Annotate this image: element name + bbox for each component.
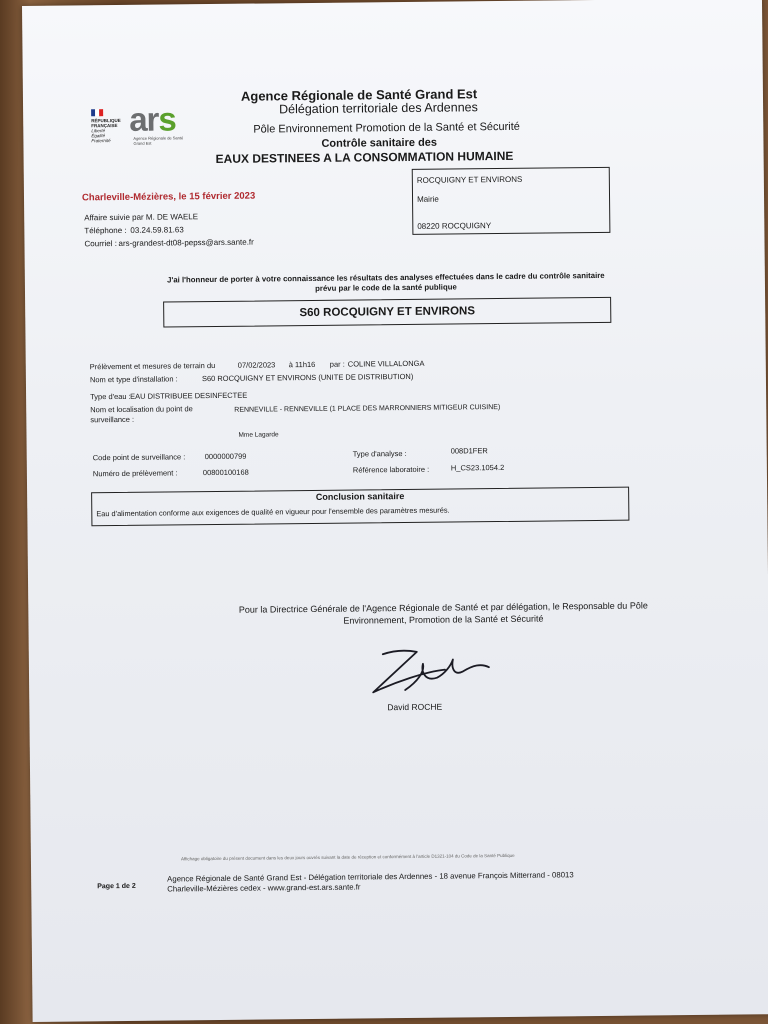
preleveur-name: COLINE VILLALONGA [347, 358, 425, 369]
page-number: Page 1 de 2 [97, 882, 136, 891]
installation-label: Nom et type d'installation : [89, 374, 178, 385]
affichage-notice: Affichage obligatoire du présent document dans les deux jours ouvrés suivant la date de réception et conformément à l'article D1321-104 du Code de la Santé Publique [180, 852, 515, 862]
reference-label: Référence laboratoire : [352, 464, 430, 475]
signature-delegation-text: Pour la Directrice Générale de l'Agence Régionale de Santé et par délégation, le Responsable du Pôle Environnement, Promotion de la Santé et Sécurité [238, 600, 648, 626]
courriel-label: Courriel : [84, 239, 117, 249]
letter-date: Charleville-Mézières, le 15 février 2023 [81, 190, 256, 204]
signer-name: David ROCHE [387, 701, 443, 713]
ars-logo: ars [128, 100, 176, 138]
code-point-label: Code point de surveillance : [92, 452, 186, 463]
ars-logo-subtitle: Agence Régionale de Santé Grand Est [133, 135, 184, 146]
recipient-line-2: Mairie [416, 194, 439, 204]
point-person: Mme Lagarde [238, 431, 279, 439]
installation-value: S60 ROCQUIGNY ET ENVIRONS (UNITE DE DISTRIBUTION) [201, 371, 414, 384]
numero-prelevement-label: Numéro de prélèvement : [92, 468, 178, 479]
affaire-suivie: Affaire suivie par M. DE WAELE [84, 212, 199, 223]
conclusion-title: Conclusion sanitaire [315, 491, 405, 502]
point-label-2: surveillance : [90, 414, 135, 425]
point-label-1: Nom et localisation du point de [90, 404, 193, 415]
prelevement-label: Prélèvement et mesures de terrain du [89, 360, 216, 372]
handwritten-signature [365, 641, 496, 703]
telephone-value: 03.24.59.81.63 [130, 225, 184, 235]
recipient-line-1: ROCQUIGNY ET ENVIRONS [416, 174, 523, 185]
header-title: EAUX DESTINEES A LA CONSOMMATION HUMAINE [215, 148, 514, 166]
type-analyse-label: Type d'analyse : [352, 448, 407, 459]
telephone-label: Téléphone : [84, 225, 127, 236]
french-flag-icon [91, 109, 103, 116]
intro-text: J'ai l'honneur de porter à votre connaissance les résultats des analyses effectuées dans le cadre du contrôle sanitaire prévu par le code de la santé publique [167, 270, 605, 293]
prelevement-date: 07/02/2023 [237, 360, 276, 370]
header-agency: Agence Régionale de Santé Grand Est [240, 86, 478, 104]
point-value: RENNEVILLE - RENNEVILLE (1 PLACE DES MARRONNIERS MITIGEUR CUISINE) [234, 404, 501, 414]
prelevement-time: à 11h16 [288, 359, 316, 370]
footer-line-1: Agence Régionale de Santé Grand Est - Délégation territoriale des Ardennes - 18 avenue François Mitterrand - 08013 [167, 870, 574, 884]
installation-title: S60 ROCQUIGNY ET ENVIRONS [163, 297, 611, 328]
document-page [22, 0, 768, 1022]
type-eau-value: EAU DISTRIBUEE DESINFECTEE [130, 390, 248, 401]
type-analyse-value: 008D1FER [450, 446, 488, 456]
footer-line-2: Charleville-Mézières cedex - www.grand-est.ars.sante.fr [167, 882, 361, 894]
republique-francaise-logo: RÉPUBLIQUE FRANÇAISE Liberté Égalité Fraternité [91, 109, 121, 143]
numero-prelevement-value: 00800100168 [202, 467, 249, 478]
header-pole: Pôle Environnement Promotion de la Santé et Sécurité [253, 120, 520, 136]
type-eau-label: Type d'eau : [90, 391, 131, 402]
conclusion-box [91, 487, 629, 527]
par-label: par : [329, 359, 345, 369]
header-delegation: Délégation territoriale des Ardennes [279, 100, 478, 117]
recipient-line-3: 08220 ROCQUIGNY [417, 221, 492, 231]
conclusion-text: Eau d'alimentation conforme aux exigences de qualité en vigueur pour l'ensemble des paramètres mesurés. [96, 505, 450, 519]
recipient-address-box [412, 167, 611, 235]
footer-address [167, 870, 574, 894]
reference-value: H_CS23.1054.2 [450, 462, 505, 473]
code-point-value: 0000000799 [204, 451, 247, 462]
header-control: Contrôle sanitaire des [321, 136, 438, 150]
courriel-value: ars-grandest-dt08-pepss@ars.sante.fr [118, 237, 254, 249]
